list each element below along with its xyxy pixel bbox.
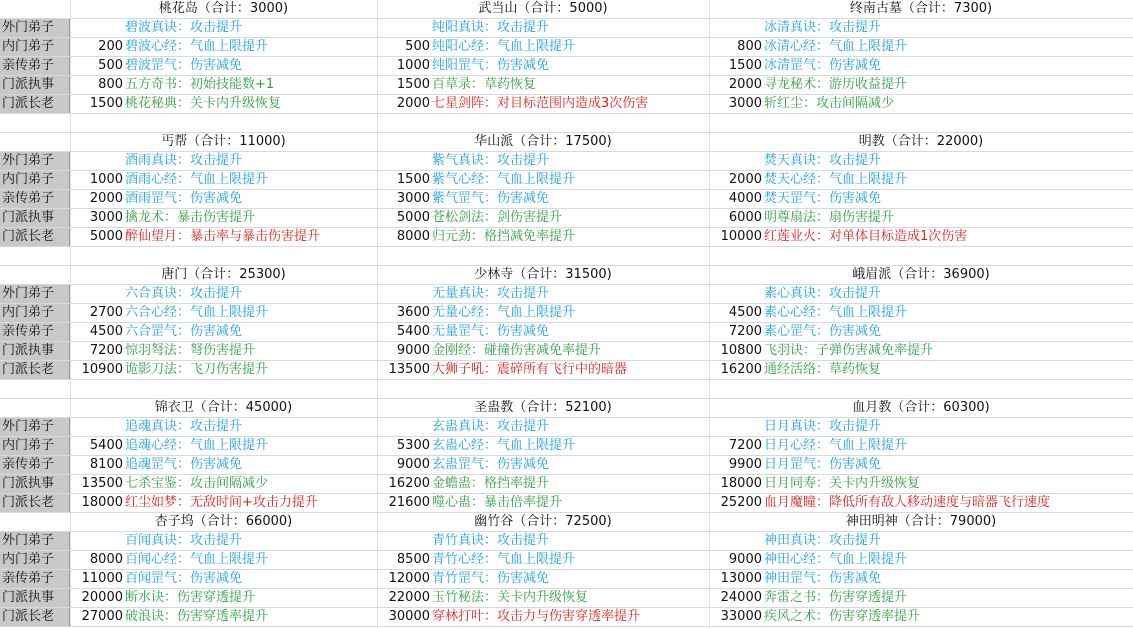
table-row xyxy=(0,570,1133,589)
sect-title: 少林寺（合计：31500) xyxy=(474,267,612,282)
cost-cell xyxy=(70,418,125,436)
skill-cell: 神田罡气：伤害减免 xyxy=(764,571,882,586)
cost-cell: 9000 xyxy=(728,552,762,567)
cost-cell: 800 xyxy=(98,77,123,92)
skill-cell: 玉竹秘法：关卡内升级恢复 xyxy=(432,590,589,605)
table-row xyxy=(0,589,1133,608)
cost-cell: 33000 xyxy=(720,609,762,624)
sect-title: 峨眉派（合计：36900) xyxy=(852,267,990,282)
skill-cell: 奔雷之书：伤害穿透提升 xyxy=(764,590,908,605)
empty-row xyxy=(0,380,1133,399)
rank-label: 内门弟子 xyxy=(0,171,70,189)
skill-cell: 酒雨罡气：伤害减免 xyxy=(125,191,243,206)
skill-cell: 六合罡气：伤害减免 xyxy=(125,324,243,339)
skill-cell: 日月同寿：关卡内升级恢复 xyxy=(764,476,921,491)
cost-cell xyxy=(709,418,764,436)
skill-cell: 桃花秘典：关卡内升级恢复 xyxy=(125,96,282,111)
table-row xyxy=(0,190,1133,209)
table-row xyxy=(0,456,1133,475)
skill-cell: 飞羽诀：子弹伤害减免率提升 xyxy=(764,343,934,358)
skill-cell: 无量罡气：伤害减免 xyxy=(432,324,550,339)
cost-cell xyxy=(70,285,125,303)
skill-cell: 惊羽弩法：弩伤害提升 xyxy=(125,343,256,358)
rank-label: 门派执事 xyxy=(0,342,70,360)
table-row xyxy=(0,171,1133,190)
skill-cell: 素心罡气：伤害减免 xyxy=(764,324,882,339)
rank-label: 亲传弟子 xyxy=(0,456,70,474)
skill-cell: 七星剑阵：对目标范围内造成3次伤害 xyxy=(432,96,649,111)
rank-label: 门派长老 xyxy=(0,494,70,512)
rank-label: 内门弟子 xyxy=(0,38,70,56)
cost-cell: 2700 xyxy=(89,305,123,320)
skill-cell: 紫气真诀：攻击提升 xyxy=(432,153,550,168)
skill-cell: 噬心蛊：暴击倍率提升 xyxy=(432,495,563,510)
skill-cell: 金蟾蛊：格挡率提升 xyxy=(432,476,550,491)
skill-cell: 红莲业火：对单体目标造成1次伤害 xyxy=(764,229,968,244)
skill-cell: 无量真诀：攻击提升 xyxy=(432,286,550,301)
rank-label: 门派长老 xyxy=(0,228,70,246)
sect-title: 幽竹谷（合计：72500) xyxy=(474,514,612,529)
sect-title: 丐帮（合计：11000) xyxy=(161,134,286,149)
skill-cell: 六合真诀：攻击提升 xyxy=(125,286,243,301)
cost-cell: 20000 xyxy=(81,590,123,605)
cost-cell: 1500 xyxy=(728,58,762,73)
skill-cell: 日月罡气：伤害减免 xyxy=(764,457,882,472)
skill-cell: 玄蛊罡气：伤害减免 xyxy=(432,457,550,472)
sect-title-row xyxy=(0,133,1133,152)
skill-cell: 五方奇书：初始技能数+1 xyxy=(125,77,275,92)
cost-cell: 200 xyxy=(98,39,123,54)
rank-label: 外门弟子 xyxy=(0,152,70,170)
sect-title: 唐门（合计：25300) xyxy=(161,267,286,282)
cost-cell: 10900 xyxy=(81,362,123,377)
skill-cell: 百闻罡气：伤害减免 xyxy=(125,571,243,586)
skill-cell: 神田心经：气血上限提升 xyxy=(764,552,908,567)
skill-cell: 无量心经：气血上限提升 xyxy=(432,305,576,320)
rank-label: 门派长老 xyxy=(0,95,70,113)
skill-cell: 青竹心经：气血上限提升 xyxy=(432,552,576,567)
empty-row xyxy=(0,247,1133,266)
skill-cell: 紫气罡气：伤害减免 xyxy=(432,191,550,206)
sect-title: 桃花岛（合计：3000) xyxy=(158,1,289,16)
sect-title: 圣蛊教（合计：52100) xyxy=(474,400,612,415)
skill-cell: 明尊扇法：扇伤害提升 xyxy=(764,210,895,225)
sect-title-row xyxy=(0,513,1133,532)
table-row xyxy=(0,551,1133,570)
skill-cell: 红尘如梦：无敌时间+攻击力提升 xyxy=(125,495,318,510)
skill-cell: 碧波心经：气血上限提升 xyxy=(125,39,269,54)
cost-cell: 9000 xyxy=(396,457,430,472)
table-row xyxy=(0,475,1133,494)
cost-cell: 7200 xyxy=(728,324,762,339)
rank-label: 内门弟子 xyxy=(0,304,70,322)
skill-cell: 紫气心经：气血上限提升 xyxy=(432,172,576,187)
cost-cell: 18000 xyxy=(81,495,123,510)
skill-cell: 六合心经：气血上限提升 xyxy=(125,305,269,320)
skill-cell: 金刚经：碰撞伤害减免率提升 xyxy=(432,343,602,358)
skill-cell: 通经活络：草药恢复 xyxy=(764,362,882,377)
table-row xyxy=(0,304,1133,323)
cost-cell: 16200 xyxy=(388,476,430,491)
skill-cell: 玄蛊心经：气血上限提升 xyxy=(432,438,576,453)
cost-cell: 8000 xyxy=(396,229,430,244)
cost-cell: 13500 xyxy=(388,362,430,377)
cost-cell: 3000 xyxy=(728,96,762,111)
skill-cell: 神田真诀：攻击提升 xyxy=(764,533,882,548)
rank-label: 亲传弟子 xyxy=(0,57,70,75)
cost-cell: 500 xyxy=(98,58,123,73)
rank-label: 亲传弟子 xyxy=(0,190,70,208)
cost-cell: 500 xyxy=(405,39,430,54)
skill-cell: 苍松剑法：剑伤害提升 xyxy=(432,210,563,225)
skill-cell: 纯阳真诀：攻击提升 xyxy=(432,20,550,35)
cost-cell: 7200 xyxy=(728,438,762,453)
sect-title: 武当山（合计：5000) xyxy=(478,1,608,16)
rank-label: 外门弟子 xyxy=(0,418,70,436)
skill-cell: 穿林打叶：攻击力与伤害穿透率提升 xyxy=(432,609,641,624)
rank-label: 内门弟子 xyxy=(0,437,70,455)
skill-cell: 焚天心经：气血上限提升 xyxy=(764,172,908,187)
skill-cell: 血月魔瞳：降低所有敌人移动速度与暗器飞行速度 xyxy=(764,495,1051,510)
table-row xyxy=(0,38,1133,57)
skill-cell: 碧波罡气：伤害减免 xyxy=(125,58,243,73)
cost-cell xyxy=(377,152,432,170)
cost-cell: 30000 xyxy=(388,609,430,624)
skill-cell: 素心真诀：攻击提升 xyxy=(764,286,882,301)
skill-cell: 诡影刀法：飞刀伤害提升 xyxy=(125,362,269,377)
cost-cell: 5300 xyxy=(396,438,430,453)
cost-cell xyxy=(70,532,125,550)
cost-cell: 9900 xyxy=(728,457,762,472)
skill-cell: 日月心经：气血上限提升 xyxy=(764,438,908,453)
sect-title: 神田明神（合计：79000) xyxy=(845,514,997,529)
rank-label: 门派长老 xyxy=(0,608,70,626)
table-row xyxy=(0,608,1133,627)
cost-cell: 6000 xyxy=(728,210,762,225)
skill-cell: 素心心经：气血上限提升 xyxy=(764,305,908,320)
cost-cell xyxy=(709,19,764,37)
sect-title-row xyxy=(0,399,1133,418)
skill-cell: 断水诀：伤害穿透提升 xyxy=(125,590,256,605)
skill-cell: 日月真诀：攻击提升 xyxy=(764,419,882,434)
cost-cell: 8000 xyxy=(89,552,123,567)
rank-label: 门派执事 xyxy=(0,76,70,94)
skill-cell: 追魂罡气：伤害减免 xyxy=(125,457,243,472)
cost-cell xyxy=(709,532,764,550)
cost-cell: 800 xyxy=(737,39,762,54)
rank-label: 外门弟子 xyxy=(0,285,70,303)
sect-title: 华山派（合计：17500) xyxy=(474,134,612,149)
skill-cell: 纯阳心经：气血上限提升 xyxy=(432,39,576,54)
skill-cell: 焚天罡气：伤害减免 xyxy=(764,191,882,206)
table-row xyxy=(0,57,1133,76)
cost-cell xyxy=(709,152,764,170)
cost-cell: 2000 xyxy=(89,191,123,206)
skill-cell: 醉仙望月：暴击率与暴击伤害提升 xyxy=(125,229,321,244)
skill-cell: 疾风之术：伤害穿透率提升 xyxy=(764,609,921,624)
cost-cell: 4000 xyxy=(728,191,762,206)
skill-cell: 酒雨真诀：攻击提升 xyxy=(125,153,243,168)
sect-title: 血月教（合计：60300) xyxy=(852,400,990,415)
skill-cell: 破浪诀：伤害穿透率提升 xyxy=(125,609,269,624)
cost-cell: 2000 xyxy=(728,77,762,92)
cost-cell: 11000 xyxy=(81,571,123,586)
rank-label: 亲传弟子 xyxy=(0,570,70,588)
sect-title: 杏子坞（合计：66000) xyxy=(154,514,293,529)
cost-cell xyxy=(377,285,432,303)
cost-cell: 3000 xyxy=(396,191,430,206)
cost-cell: 10800 xyxy=(720,343,762,358)
cost-cell: 1500 xyxy=(396,77,430,92)
empty-row xyxy=(0,114,1133,133)
table-row xyxy=(0,418,1133,437)
table-row xyxy=(0,209,1133,228)
skill-cell: 百闻心经：气血上限提升 xyxy=(125,552,269,567)
cost-cell: 5000 xyxy=(396,210,430,225)
cost-cell: 27000 xyxy=(81,609,123,624)
table-row xyxy=(0,342,1133,361)
skill-cell: 斩红尘：攻击间隔减少 xyxy=(764,96,895,111)
cost-cell: 18000 xyxy=(720,476,762,491)
table-row xyxy=(0,228,1133,247)
cost-cell: 3000 xyxy=(89,210,123,225)
table-row xyxy=(0,19,1133,38)
table-row xyxy=(0,437,1133,456)
cost-cell: 22000 xyxy=(388,590,430,605)
cost-cell: 1000 xyxy=(89,172,123,187)
cost-cell: 13500 xyxy=(81,476,123,491)
table-row xyxy=(0,95,1133,114)
cost-cell: 1500 xyxy=(89,96,123,111)
skill-cell: 寻龙秘术：游历收益提升 xyxy=(764,77,908,92)
rank-label: 外门弟子 xyxy=(0,532,70,550)
cost-cell: 24000 xyxy=(720,590,762,605)
cost-cell: 3600 xyxy=(396,305,430,320)
table-row xyxy=(0,285,1133,304)
sect-title-row xyxy=(0,266,1133,285)
sect-title: 终南古墓（合计：7300) xyxy=(849,1,993,16)
rank-label: 门派执事 xyxy=(0,589,70,607)
skill-cell: 大狮子吼：震碎所有飞行中的暗器 xyxy=(432,362,628,377)
skill-cell: 百草录：草药恢复 xyxy=(432,77,537,92)
cost-cell: 25200 xyxy=(720,495,762,510)
cost-cell xyxy=(70,152,125,170)
table-row xyxy=(0,152,1133,171)
skill-cell: 追魂真诀：攻击提升 xyxy=(125,419,243,434)
skill-cell: 擒龙术：暴击伤害提升 xyxy=(125,210,256,225)
skill-cell: 追魂心经：气血上限提升 xyxy=(125,438,269,453)
rank-label: 门派长老 xyxy=(0,361,70,379)
skill-cell: 碧波真诀：攻击提升 xyxy=(125,20,243,35)
cost-cell: 8500 xyxy=(396,552,430,567)
rank-label: 门派执事 xyxy=(0,209,70,227)
cost-cell: 13000 xyxy=(720,571,762,586)
cost-cell: 2000 xyxy=(396,96,430,111)
cost-cell: 10000 xyxy=(720,229,762,244)
rank-label: 亲传弟子 xyxy=(0,323,70,341)
skill-cell: 纯阳罡气：伤害减免 xyxy=(432,58,550,73)
sect-title: 明教（合计：22000) xyxy=(858,134,984,149)
table-row xyxy=(0,323,1133,342)
skill-cell: 酒雨心经：气血上限提升 xyxy=(125,172,269,187)
cost-cell: 5400 xyxy=(89,438,123,453)
table-row xyxy=(0,361,1133,380)
cost-cell: 16200 xyxy=(720,362,762,377)
skill-cell: 青竹罡气：伤害减免 xyxy=(432,571,550,586)
cost-cell: 2000 xyxy=(728,172,762,187)
cost-cell: 8100 xyxy=(89,457,123,472)
table-row xyxy=(0,76,1133,95)
skill-cell: 玄蛊真诀：攻击提升 xyxy=(432,419,550,434)
skill-cell: 冰清心经：气血上限提升 xyxy=(764,39,908,54)
table-row xyxy=(0,532,1133,551)
sect-title-row xyxy=(0,0,1133,19)
sect-title: 锦衣卫（合计：45000) xyxy=(154,400,293,415)
cost-cell xyxy=(377,418,432,436)
cost-cell xyxy=(70,19,125,37)
skill-cell: 归元劲：格挡减免率提升 xyxy=(432,229,576,244)
skill-cell: 焚天真诀：攻击提升 xyxy=(764,153,882,168)
skill-cell: 青竹真诀：攻击提升 xyxy=(432,533,550,548)
rank-label: 门派执事 xyxy=(0,475,70,493)
cost-cell: 21600 xyxy=(388,495,430,510)
cost-cell: 12000 xyxy=(388,571,430,586)
cost-cell xyxy=(377,19,432,37)
cost-cell: 1000 xyxy=(396,58,430,73)
skill-cell: 七杀宝鉴：攻击间隔减少 xyxy=(125,476,269,491)
rank-label: 外门弟子 xyxy=(0,19,70,37)
cost-cell: 7200 xyxy=(89,343,123,358)
table-row xyxy=(0,494,1133,513)
cost-cell: 4500 xyxy=(89,324,123,339)
rank-label: 内门弟子 xyxy=(0,551,70,569)
cost-cell xyxy=(377,532,432,550)
cost-cell: 4500 xyxy=(728,305,762,320)
skill-cell: 冰清罡气：伤害减免 xyxy=(764,58,882,73)
skill-cell: 冰清真诀：攻击提升 xyxy=(764,20,882,35)
skill-cell: 百闻真诀：攻击提升 xyxy=(125,533,243,548)
cost-cell: 5000 xyxy=(89,229,123,244)
cost-cell xyxy=(709,285,764,303)
cost-cell: 1500 xyxy=(396,172,430,187)
cost-cell: 9000 xyxy=(396,343,430,358)
cost-cell: 5400 xyxy=(396,324,430,339)
